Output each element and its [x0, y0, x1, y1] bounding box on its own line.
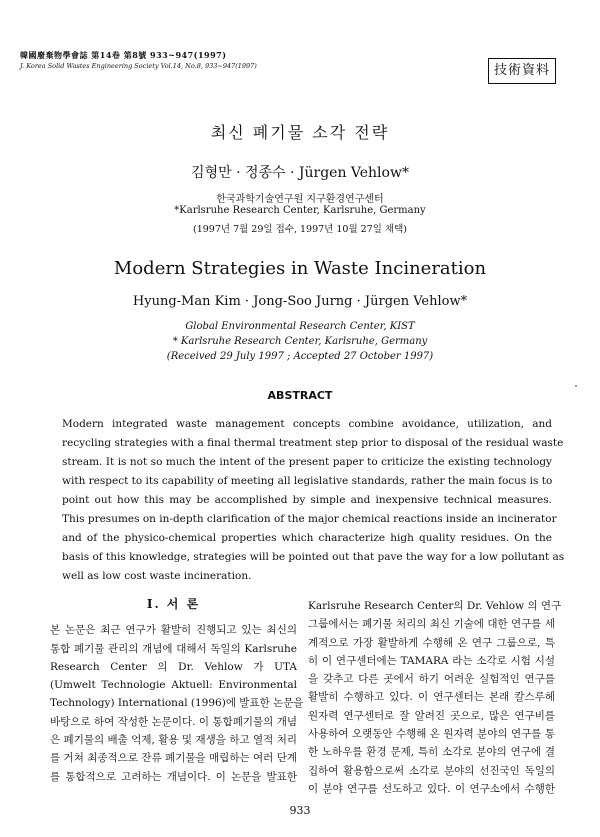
- body-line: Technology) International (1996)에 발표한 논문을: [50, 697, 304, 710]
- affiliation-en: Global Environmental Research Center, KIST: [185, 321, 415, 332]
- body-line: 이 분야 연구를 선도하고 있다. 이 연구소에서 수행한: [308, 782, 555, 795]
- affiliation-ko: 한국과학기술연구원 지구환경연구센터: [216, 194, 384, 205]
- section-heading: I. 서 론: [146, 597, 201, 611]
- abstract-line: with respect to its capability of meeting all legislative standards, rather the main focus is to: [62, 475, 553, 487]
- paper-title-en: Modern Strategies in Waste Incineration: [113, 258, 487, 279]
- abstract-line: point out how this may be accomplished by simple and inexpensive technical measures.: [62, 494, 552, 506]
- journal-header: [20, 50, 440, 71]
- journal-title-en: J. Korea Solid Wastes Engineering Society Vol.14, No.8, 933~947(1997): [20, 62, 257, 70]
- abstract-line: basis of this knowledge, strategies will be pointed out that pave the way for a low pollutant as: [62, 551, 565, 563]
- body-line: 을 갖추고 다른 곳에서 하기 어려운 실험적인 연구를: [308, 673, 555, 686]
- affiliation-ko-2: *Karlsruhe Research Center, Karlsruhe, Germany: [174, 205, 426, 216]
- body-column-left: [50, 595, 304, 786]
- body-line: 활발히 수행하고 있다. 이 연구센터는 본래 칼스루헤: [308, 691, 555, 704]
- authors-ko: 김형만 · 정종수 · Jürgen Vehlow*: [191, 165, 409, 181]
- page-number: 933: [289, 804, 311, 817]
- body-line: 그룹에서는 폐기물 처리의 최신 기술에 대한 연구를 세: [308, 618, 555, 631]
- abstract-line: stream. It is not so much the intent of the present paper to criticize the existing technology: [62, 456, 552, 468]
- abstract-line: well as low cost waste incineration.: [62, 570, 252, 582]
- abstract-line: and of the physico-chemical properties which characterize high quality residues. On the: [62, 532, 552, 544]
- abstract-line: Modern integrated waste management concepts combine avoidance, utilization, and: [62, 418, 552, 430]
- abstract-line: recycling strategies with a final thermal treatment step prior to disposal of the residual waste: [62, 437, 564, 449]
- article-type-badge: 技術資料: [488, 58, 556, 84]
- body-line: 를 통합적으로 고려하는 개념이다. 이 논문을 발표한: [50, 770, 297, 783]
- body-line: 계적으로 가장 활발하게 수행해 온 연구 그룹으로, 특: [308, 636, 555, 649]
- abstract-line: This presumes on in-depth clarification of the major chemical reactions inside an incinerator: [62, 513, 557, 525]
- authors-en: Hyung-Man Kim · Jong-Soo Jurng · Jürgen Vehlow*: [132, 294, 468, 309]
- body-line: Research Center 의 Dr. Vehlow 가 UTA: [50, 660, 297, 673]
- body-line: (Umwelt Technologie Aktuell: Environmental: [50, 679, 297, 692]
- affiliation-en-2: * Karlsruhe Research Center, Karlsruhe, Germany: [172, 336, 428, 347]
- body-line: 본 논문은 최근 연구가 활발히 진행되고 있는 최신의: [50, 624, 297, 637]
- body-line: 바탕으로 하여 작성한 논문이다. 이 통합폐기물의 개념: [50, 715, 297, 728]
- received-accepted-dates: (Received 29 July 1997 ; Accepted 27 October 1997): [166, 351, 434, 362]
- body-line: 집하여 활용함으로써 소각로 분야의 선진국인 독일의: [308, 764, 555, 777]
- body-line: 를 거쳐 최종적으로 잔류 폐기물을 매립하는 여러 단계: [50, 752, 297, 765]
- body-line: 통합 폐기물 관리의 개념에 대해서 독일의 Karlsruhe: [50, 642, 297, 655]
- body-line: 사용하여 오랫동안 수행해 온 원자력 분야의 연구를 통: [308, 728, 555, 741]
- abstract-heading: ABSTRACT: [267, 389, 333, 402]
- journal-title-ko: 韓國廢棄物學會誌 第14卷 第8號 933~947(1997): [20, 50, 227, 60]
- body-line: 히 이 연구센터에는 TAMARA 라는 소각로 시험 시설: [308, 654, 555, 667]
- dates-ko: (1997년 7월 29일 접수, 1997년 10월 27일 채택): [192, 224, 407, 235]
- body-line: 은 폐기물의 배출 억제, 활용 및 재생을 하고 열적 처리: [50, 734, 297, 747]
- paper-title-ko: 최신 폐기물 소각 전략: [210, 123, 390, 142]
- body-line: 한 노하우를 환경 문제, 특히 소각로 분야의 연구에 결: [308, 746, 555, 759]
- abstract-body: [62, 415, 565, 586]
- body-column-right: [308, 597, 562, 798]
- body-line: Karlsruhe Research Center의 Dr. Vehlow 의 연구: [308, 600, 562, 612]
- body-line: 원자력 연구센터로 잘 알려진 곳으로, 많은 연구비를: [308, 709, 555, 722]
- scan-speck: [575, 385, 577, 387]
